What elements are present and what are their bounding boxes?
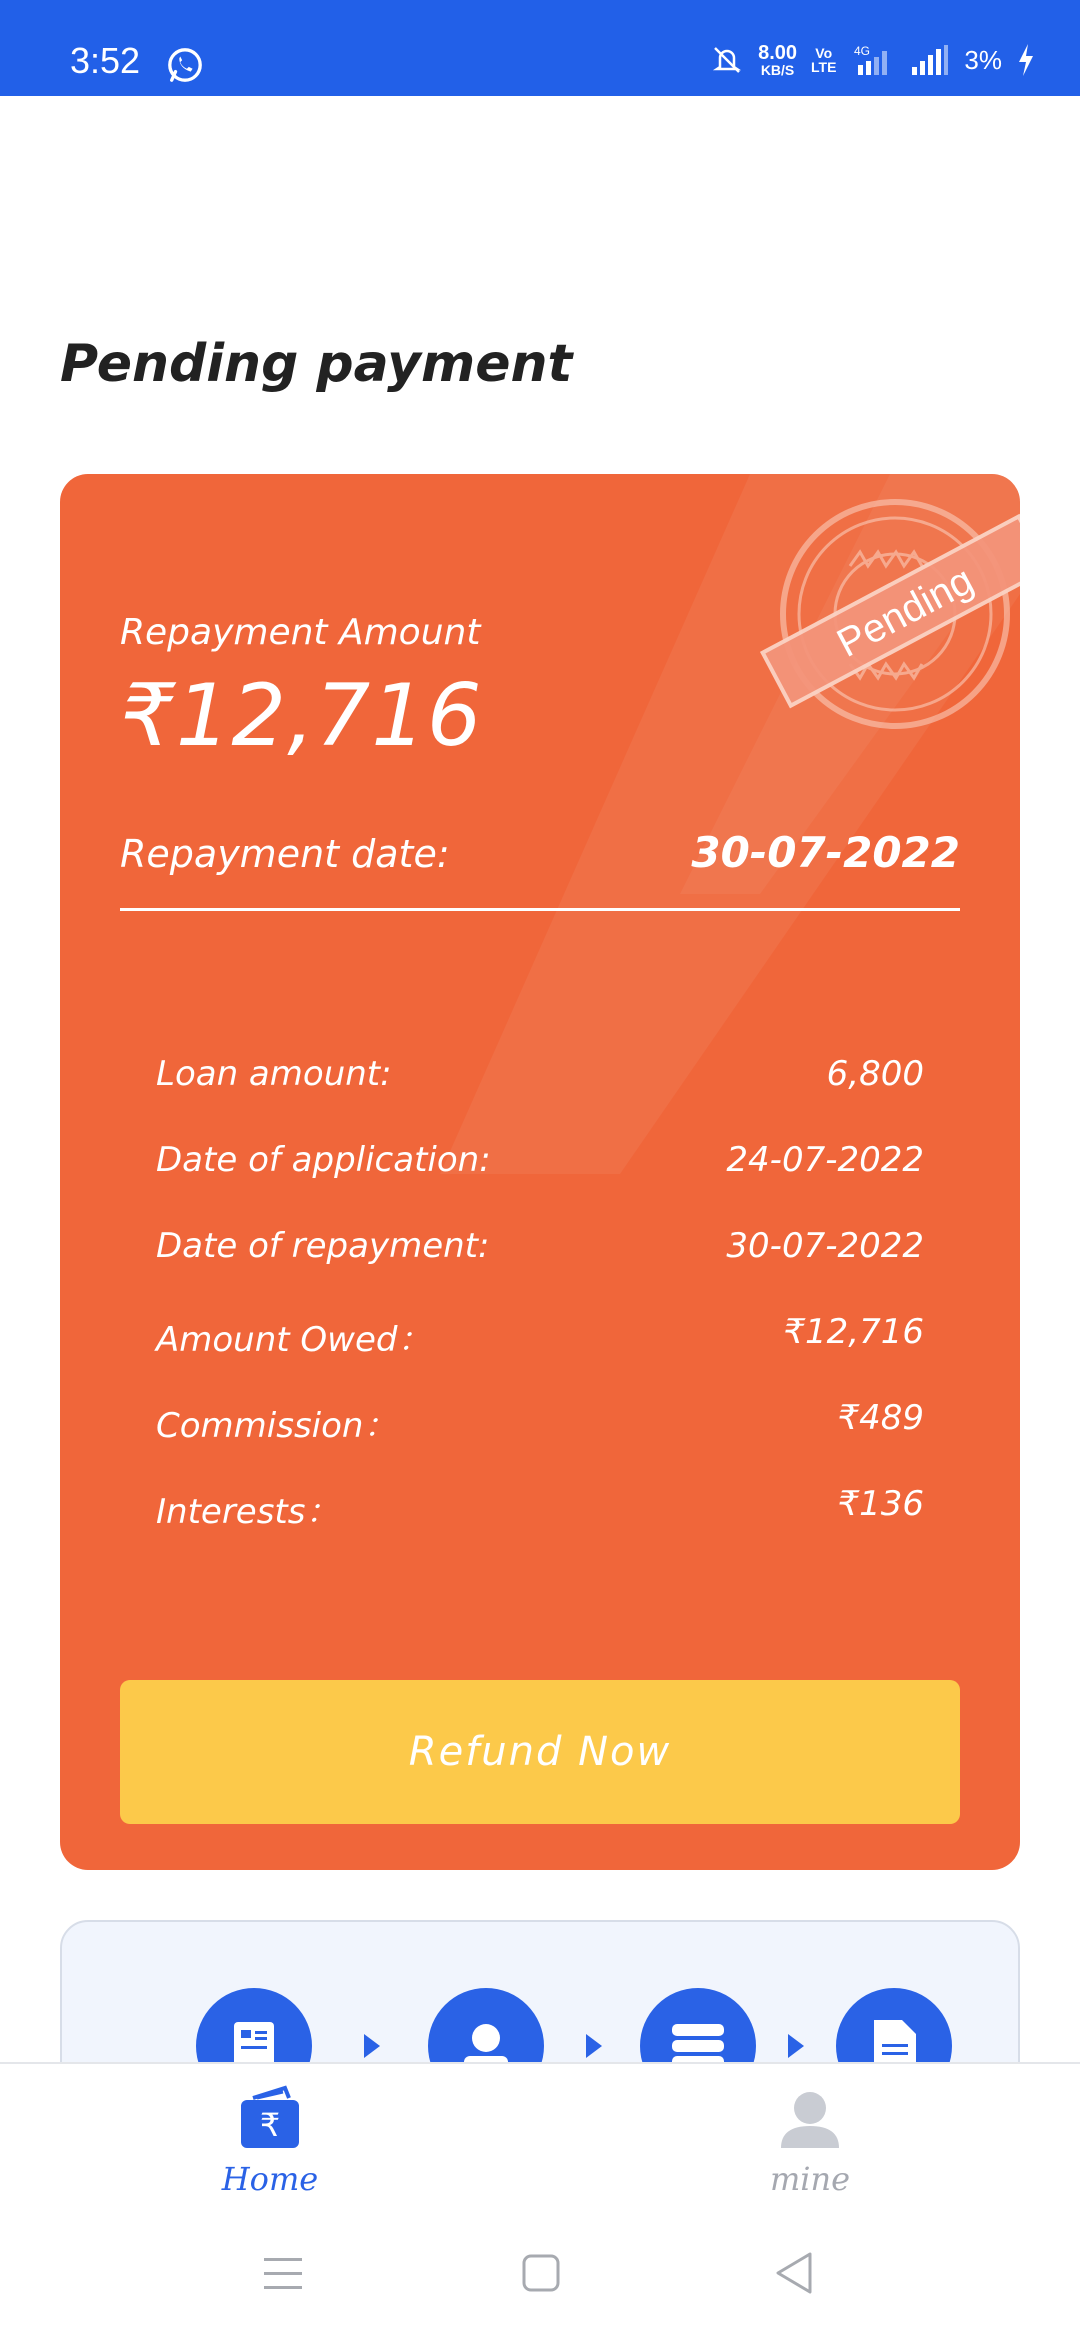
svg-text:Pending: Pending bbox=[830, 558, 981, 666]
step-arrow bbox=[586, 2034, 602, 2058]
pending-payment-card bbox=[60, 474, 1020, 1870]
page-title: Pending payment bbox=[60, 334, 573, 394]
net-speed: 8.00 KB/S bbox=[758, 42, 798, 78]
detail-value: ₹136 bbox=[837, 1484, 924, 1524]
repayment-date-label: Repayment date: bbox=[120, 832, 450, 876]
divider bbox=[120, 908, 960, 911]
nav-home[interactable] bbox=[170, 2084, 370, 2198]
detail-value: 24-07-2022 bbox=[726, 1140, 924, 1180]
detail-row-repayment-date bbox=[156, 1226, 924, 1312]
detail-label: Interests： bbox=[156, 1492, 340, 1532]
user-icon bbox=[775, 2084, 845, 2152]
detail-value: 30-07-2022 bbox=[726, 1226, 924, 1266]
nav-home-label: Home bbox=[221, 2160, 319, 2198]
loan-details bbox=[156, 1054, 924, 1570]
detail-label: Date of application: bbox=[156, 1140, 491, 1180]
detail-label: Date of repayment: bbox=[156, 1226, 490, 1266]
refund-now-button[interactable]: Refund Now bbox=[120, 1680, 960, 1824]
svg-text:4G: 4G bbox=[854, 44, 871, 58]
home-square-icon[interactable] bbox=[524, 2256, 558, 2290]
nav-mine-label: mine bbox=[769, 2160, 851, 2198]
detail-label: Commission： bbox=[156, 1406, 398, 1446]
svg-text:₹: ₹ bbox=[259, 2106, 281, 2144]
battery-charging-icon bbox=[1016, 42, 1036, 78]
detail-value: ₹12,716 bbox=[783, 1312, 924, 1352]
battery-level: 3% bbox=[964, 44, 1002, 75]
step-arrow bbox=[364, 2034, 380, 2058]
pending-stamp bbox=[700, 474, 1020, 774]
step-arrow bbox=[788, 2034, 804, 2058]
status-bar bbox=[0, 0, 1080, 96]
detail-value: 6,800 bbox=[826, 1054, 924, 1094]
repayment-amount-label: Repayment Amount bbox=[120, 612, 481, 653]
status-indicators bbox=[710, 40, 1036, 80]
detail-label: Amount Owed： bbox=[156, 1320, 432, 1360]
detail-value: ₹489 bbox=[837, 1398, 924, 1438]
repayment-amount: ₹12,716 bbox=[120, 666, 483, 766]
wallet-rupee-icon bbox=[235, 2084, 305, 2152]
status-time: 3:52 bbox=[70, 40, 141, 81]
nav-mine[interactable] bbox=[710, 2084, 910, 2198]
detail-label: Loan amount: bbox=[156, 1054, 392, 1094]
detail-row-application-date bbox=[156, 1140, 924, 1226]
detail-row-interests bbox=[156, 1484, 924, 1570]
volte-indicator: Vo LTE bbox=[811, 45, 837, 75]
detail-row-commission bbox=[156, 1398, 924, 1484]
back-icon[interactable] bbox=[778, 2254, 810, 2292]
detail-row-loan-amount bbox=[156, 1054, 924, 1140]
signal-icon bbox=[910, 43, 950, 77]
mute-icon bbox=[710, 43, 744, 77]
menu-icon[interactable] bbox=[264, 2258, 302, 2289]
repayment-date: 30-07-2022 bbox=[691, 828, 960, 877]
detail-row-amount-owed bbox=[156, 1312, 924, 1398]
signal-icon bbox=[850, 43, 896, 77]
system-nav-bar bbox=[0, 2230, 1080, 2320]
whatsapp-icon bbox=[166, 46, 204, 84]
